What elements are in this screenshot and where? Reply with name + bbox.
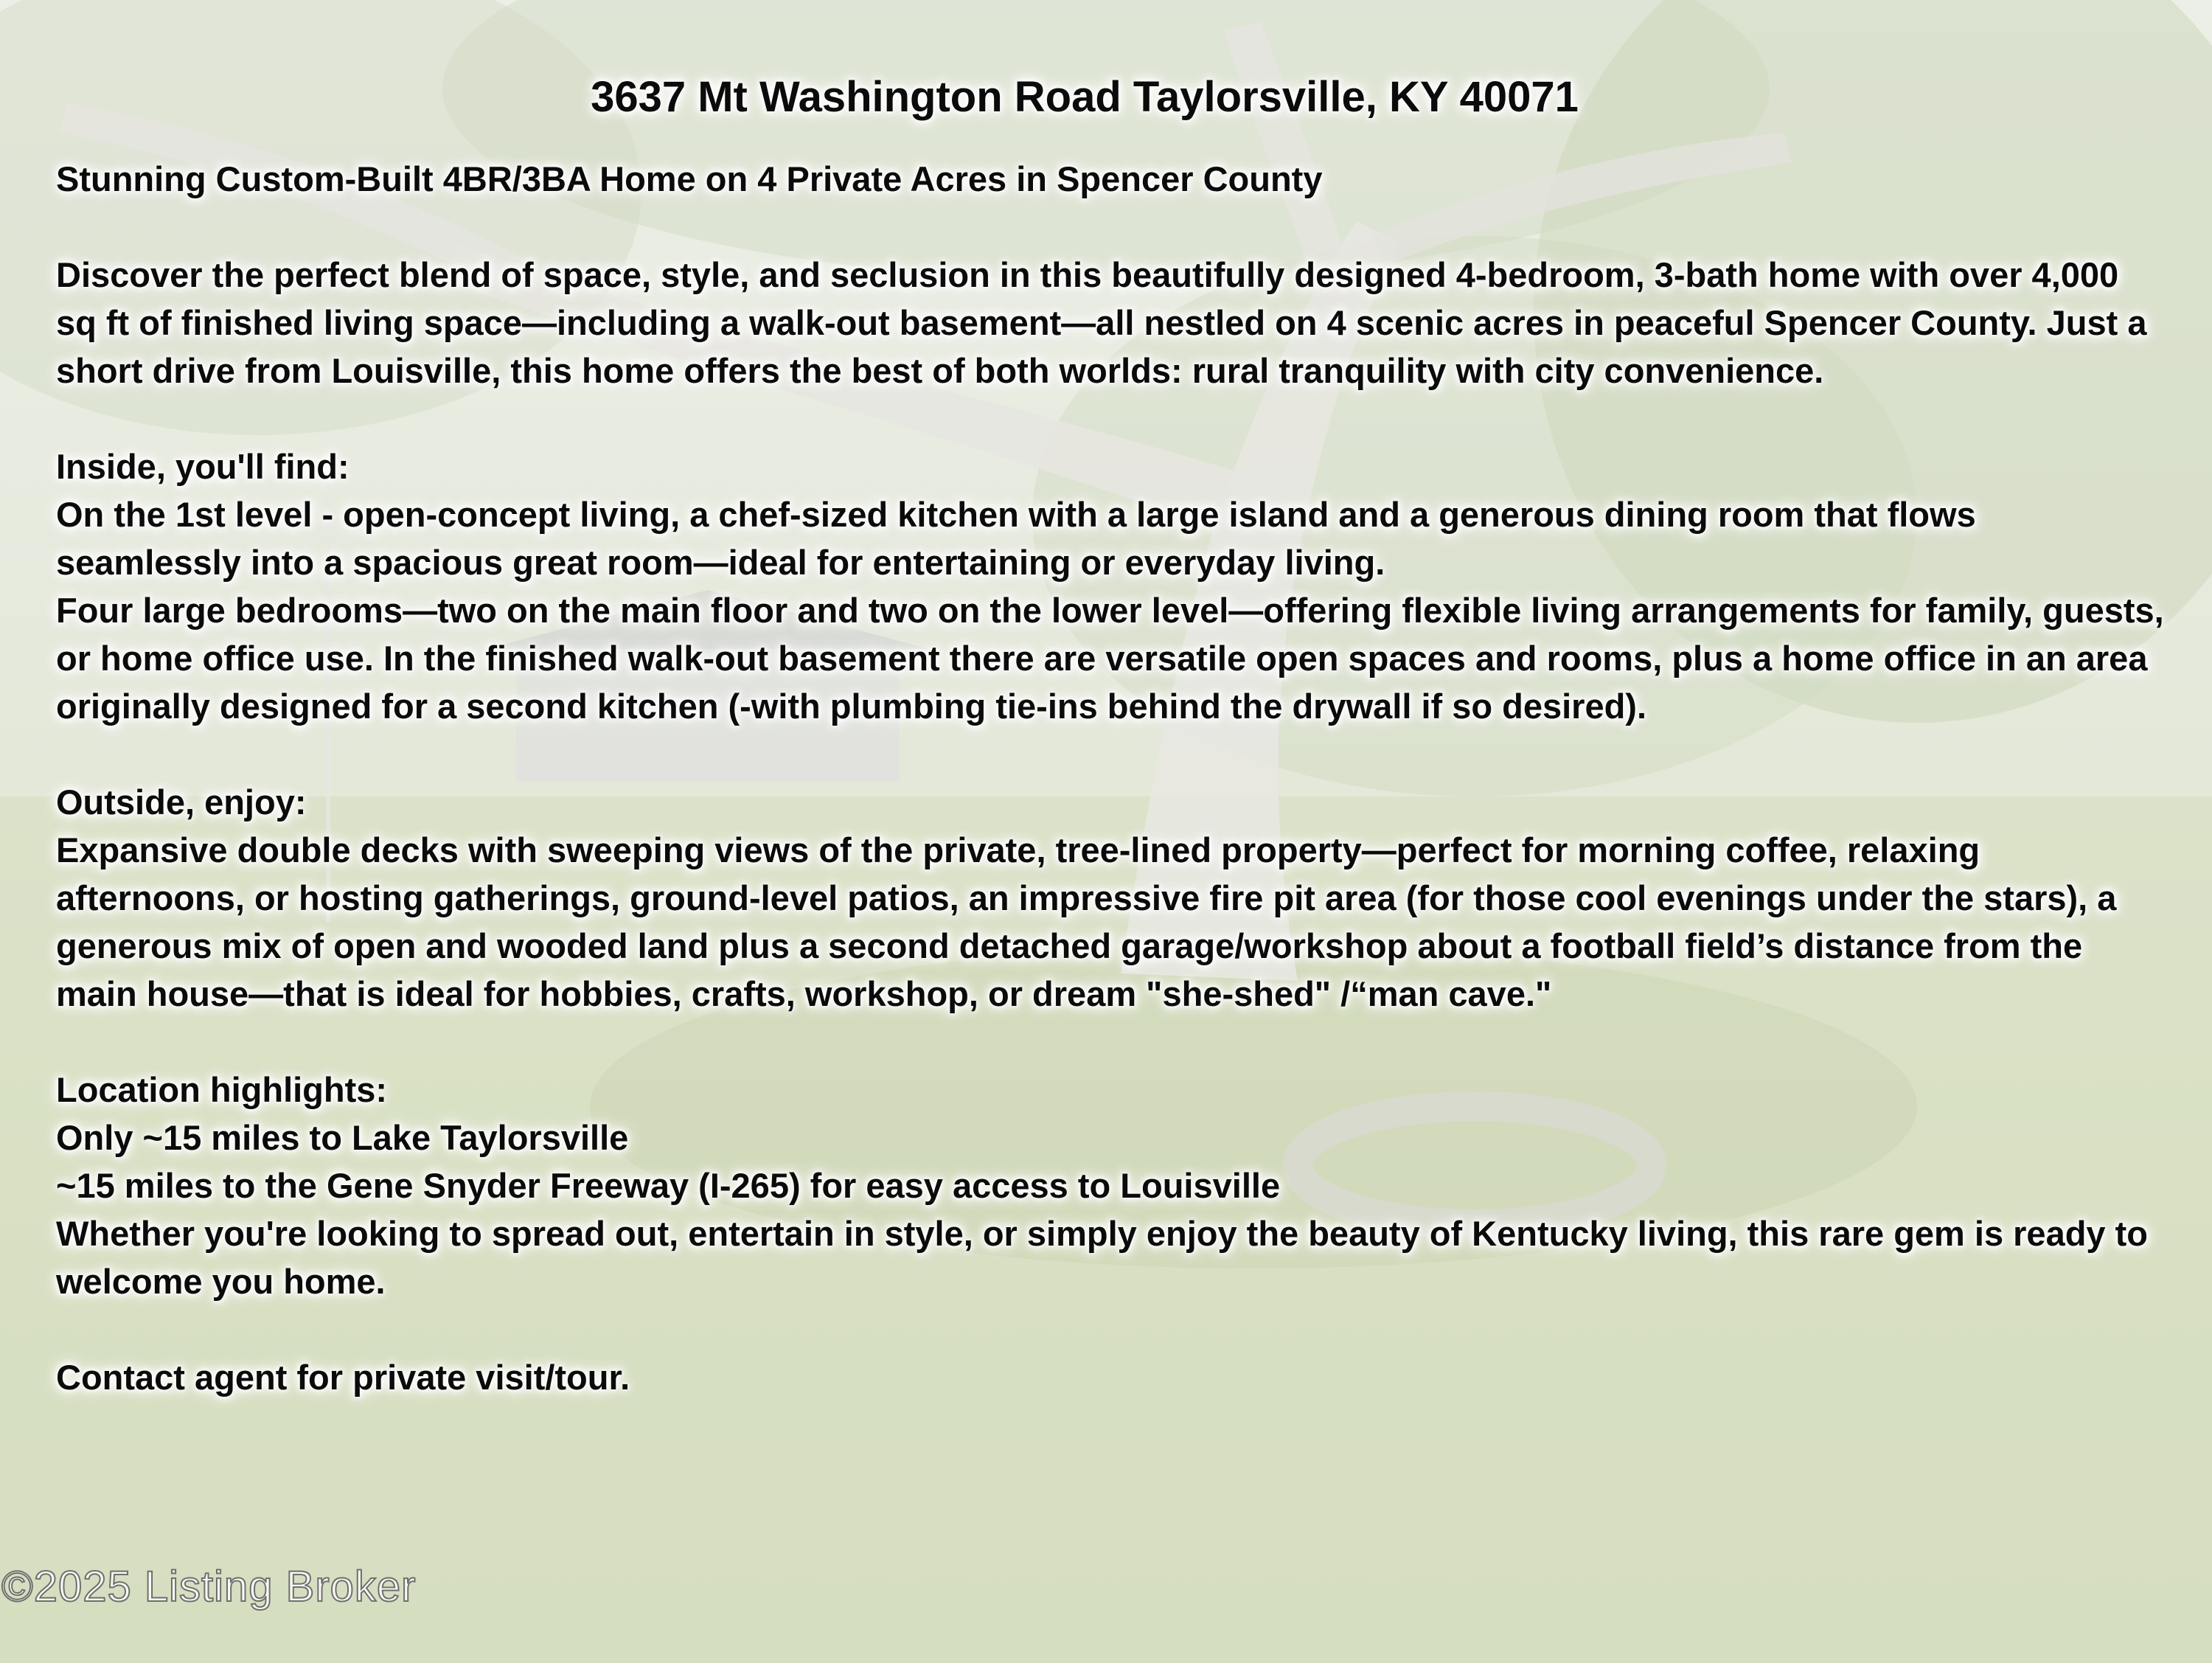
spacer [56,395,2165,442]
spacer [56,203,2165,251]
inside-bedrooms: Four large bedrooms—two on the main floor and two on the lower level—offering flexible living arrangements for family, guests, or home office use. In the finished walk-out basement there are versatile open spaces and rooms, plus a home office in an area originally designed for a second kitchen (-with plumbing tie-ins behind the drywall if so desired). [56,591,2164,726]
location-item: ~15 miles to the Gene Snyder Freeway (I-265) for easy access to Louisville [56,1166,1281,1205]
outside-text: Expansive double decks with sweeping views of the private, tree-lined property—perfect for morning coffee, relaxing afternoons, or hosting gatherings, ground-level patios, an impressive fire pit area (for those cool evenings under the stars), a generous mix of open and wooded land plus a second detached garage/workshop about a football field’s distance from the main house—that is ideal for hobbies, crafts, workshop, or dream "she-shed" /“man cave." [56,830,2117,1013]
headline: Stunning Custom-Built 4BR/3BA Home on 4 Private Acres in Spencer County [56,159,1323,198]
outside-heading: Outside, enjoy: [56,782,307,822]
spacer [56,1305,2165,1353]
contact-line: Contact agent for private visit/tour. [56,1358,630,1397]
intro-paragraph: Discover the perfect blend of space, style, and seclusion in this beautifully designed 4-bedroom, 3-bath home with over 4,000 sq ft of finished living space—including a walk-out basement—all nestled on 4 scenic acres in peaceful Spencer County. Just a short drive from Louisville, this home offers the best of both worlds: rural tranquility with city convenience. [56,255,2147,390]
inside-heading: Inside, you'll find: [56,447,349,486]
spacer [56,1018,2165,1066]
location-closing: Whether you're looking to spread out, entertain in style, or simply enjoy the beauty of Kentucky living, this rare gem is ready to welcome you home. [56,1214,2148,1301]
copyright-watermark: ©2025 Listing Broker [1,1563,417,1611]
inside-level1: On the 1st level - open-concept living, a chef-sized kitchen with a large island and a generous dining room that flows seamlessly into a spacious great room—ideal for entertaining or everyday living. [56,495,1976,582]
property-address: 3637 Mt Washington Road Taylorsville, KY 40071 [591,73,1579,121]
location-heading: Location highlights: [56,1070,388,1109]
listing-description [56,71,2165,1401]
spacer [56,730,2165,778]
location-item: Only ~15 miles to Lake Taylorsville [56,1118,629,1157]
